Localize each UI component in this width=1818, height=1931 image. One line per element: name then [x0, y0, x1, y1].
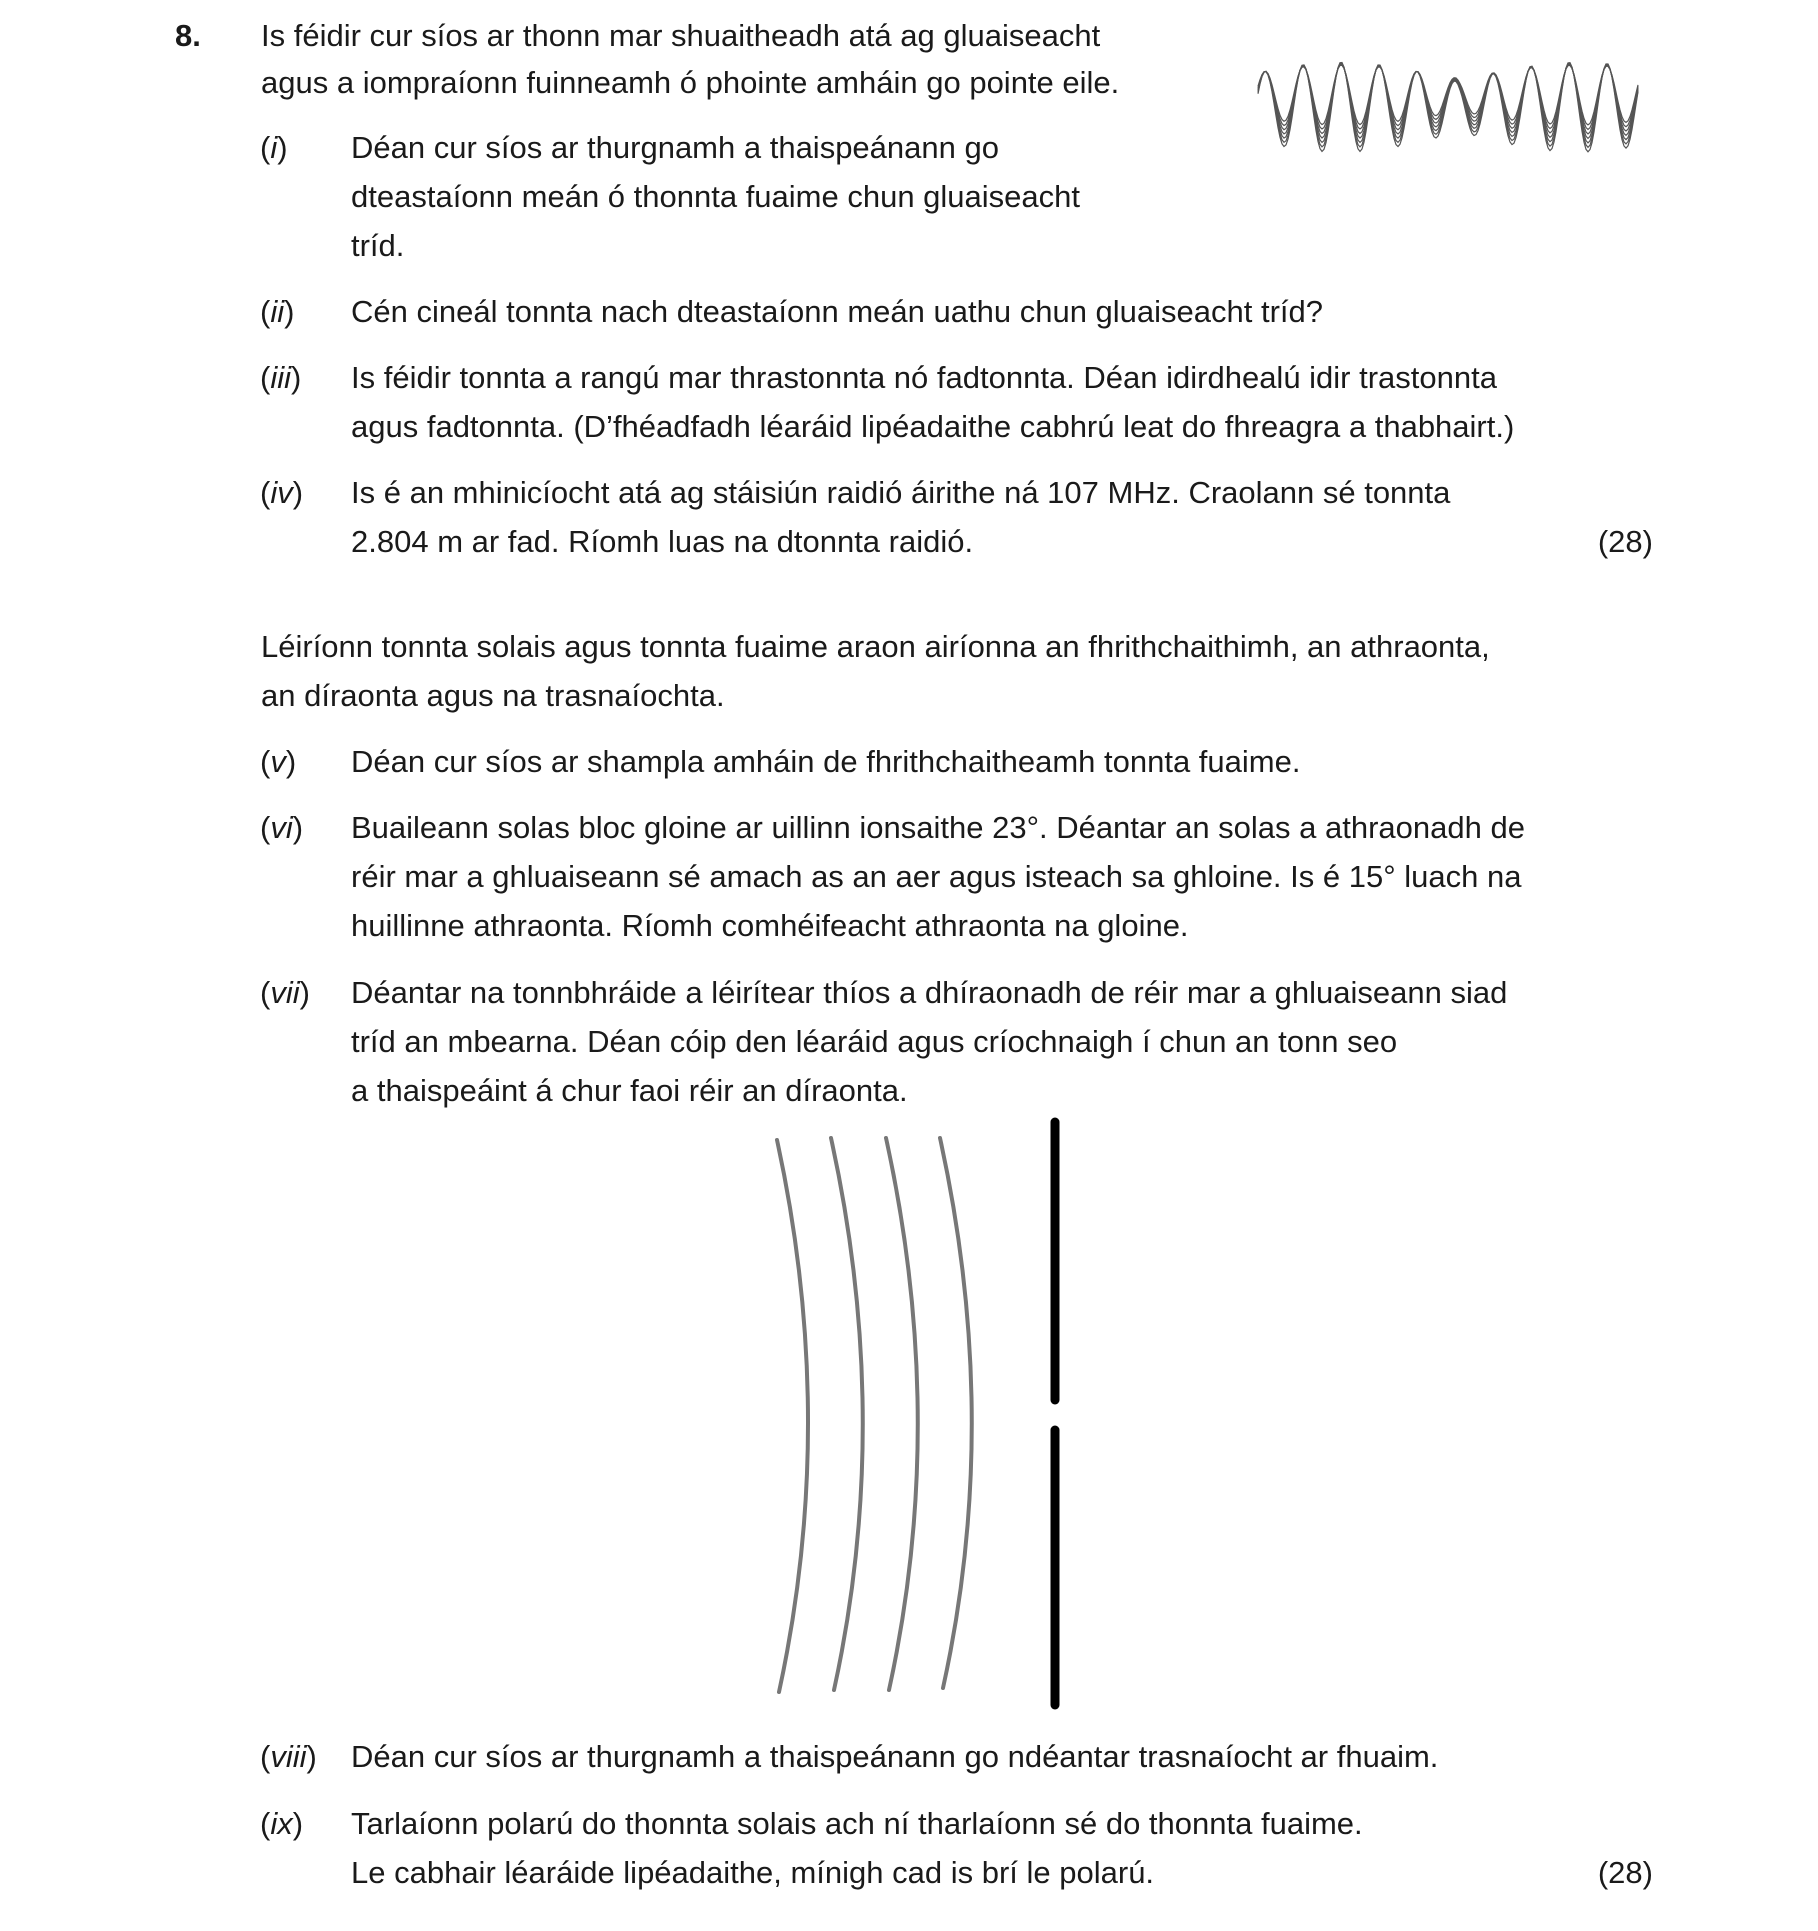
wavefront-2 — [831, 1138, 863, 1690]
part-i-line-2: dteastaíonn meán ó thonnta fuaime chun gluaiseacht — [351, 179, 1081, 214]
part-i-line-1: Déan cur síos ar thurgnamh a thaispeánann go — [351, 130, 999, 165]
part-vii-line-1: Déantar na tonnbhráide a léirítear thíos a dhíraonadh de réir mar a ghluaiseann siad — [351, 975, 1508, 1010]
intro-line-2: agus a iompraíonn fuinneamh ó phointe amháin go pointe eile. — [261, 65, 1120, 100]
part-vi-label: (vi) — [260, 810, 304, 845]
part-vi-line-3: huillinne athraonta. Ríomh comhéifeacht athraonta na gloine. — [351, 908, 1189, 943]
part-v-line-1: Déan cur síos ar shampla amháin de fhrithchaitheamh tonnta fuaime. — [351, 744, 1301, 779]
part-iii-line-1: Is féidir tonnta a rangú mar thrastonnta nó fadtonnta. Déan idirdhealú idir trastonnta — [351, 360, 1497, 395]
part-ix-line-2: Le cabhair léaráide lipéadaithe, mínigh cad is brí le polarú. — [351, 1855, 1155, 1890]
part-vi-line-1: Buaileann solas bloc gloine ar uillinn ionsaithe 23°. Déantar an solas a athraonadh de — [351, 810, 1525, 845]
intro2-line-2: an díraonta agus na trasnaíochta. — [261, 678, 725, 713]
wavefront-1 — [777, 1140, 808, 1692]
question-number: 8. — [175, 18, 201, 53]
part-vi-line-2: réir mar a ghluaiseann sé amach as an aer agus isteach sa ghloine. Is é 15° luach na — [351, 859, 1522, 894]
part-i-line-3: tríd. — [351, 228, 405, 263]
wave-trace — [1258, 64, 1638, 143]
part-ix-label: (ix) — [260, 1806, 304, 1841]
marks-part-a: (28) — [1597, 524, 1653, 559]
part-iv-line-1: Is é an mhinicíocht atá ag stáisiún raidió áirithe ná 107 MHz. Craolann sé tonnta — [351, 475, 1451, 510]
wavefront-3 — [886, 1138, 918, 1690]
part-iii-label: (iii) — [260, 360, 302, 395]
part-viii-label: (viii) — [260, 1739, 317, 1774]
part-ii-label: (ii) — [260, 294, 295, 329]
part-vii-label: (vii) — [260, 975, 310, 1010]
intro2-line-1: Léiríonn tonnta solais agus tonnta fuaime araon airíonna an fhrithchaithimh, an athraonta, — [261, 629, 1490, 664]
part-ix-line-1: Tarlaíonn polarú do thonnta solais ach ní tharlaíonn sé do thonnta fuaime. — [351, 1806, 1363, 1841]
diffraction-diagram — [0, 1100, 1818, 1700]
part-ii-line-1: Cén cineál tonnta nach dteastaíonn meán uathu chun gluaiseacht tríd? — [351, 294, 1324, 329]
part-vii-line-2: tríd an mbearna. Déan cóip den léaráid agus críochnaigh í chun an tonn seo — [351, 1024, 1398, 1059]
wave-illustration — [1250, 5, 1650, 185]
intro-line-1: Is féidir cur síos ar thonn mar shuaitheadh atá ag gluaiseacht — [261, 18, 1101, 53]
part-iv-label: (iv) — [260, 475, 304, 510]
marks-part-b: (28) — [1597, 1855, 1653, 1890]
part-v-label: (v) — [260, 744, 297, 779]
part-iii-line-2: agus fadtonnta. (D’fhéadfadh léaráid lipéadaithe cabhrú leat do fhreagra a thabhairt.) — [351, 409, 1515, 444]
part-i-label: (i) — [260, 130, 288, 165]
part-vii-line-3: a thaispeáint á chur faoi réir an díraonta. — [351, 1073, 908, 1108]
part-iv-line-2: 2.804 m ar fad. Ríomh luas na dtonnta raidió. — [351, 524, 974, 559]
wavefront-4 — [940, 1138, 972, 1688]
part-viii-line-1: Déan cur síos ar thurgnamh a thaispeánann go ndéantar trasnaíocht ar fhuaim. — [351, 1739, 1439, 1774]
